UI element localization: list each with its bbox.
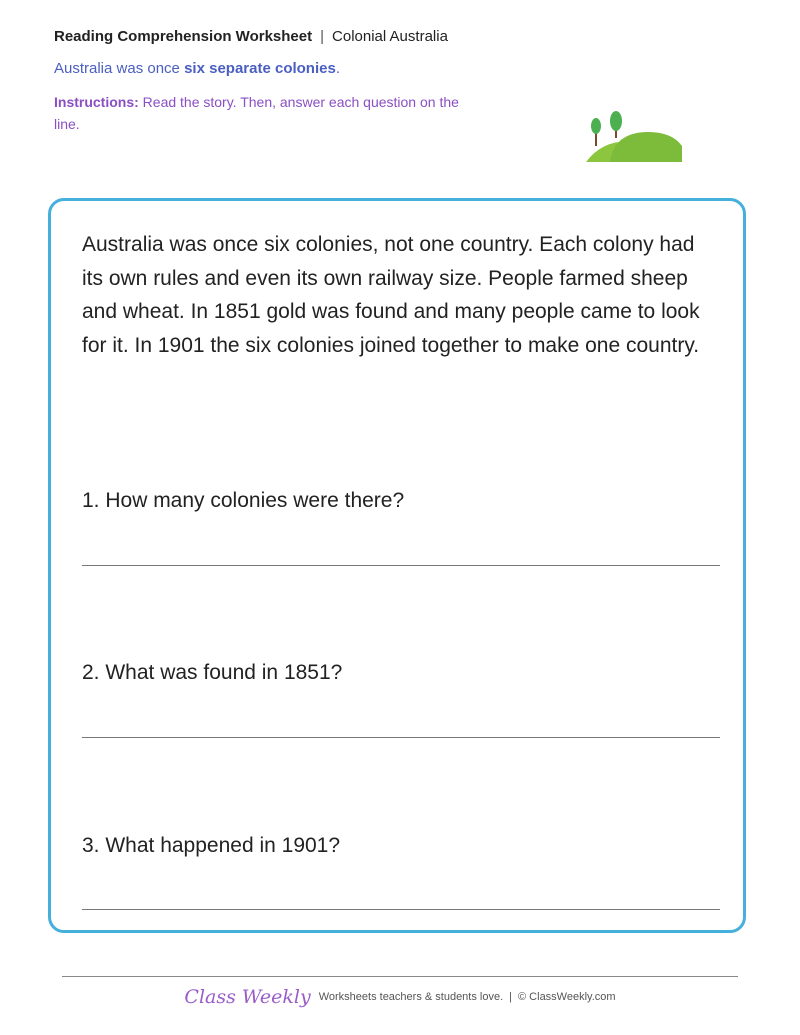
footer <box>0 986 800 1008</box>
answer-line-1[interactable] <box>82 565 720 566</box>
footer-separator: | <box>509 991 513 1003</box>
large-hill <box>610 132 682 162</box>
brand-logo: Class Weekly <box>184 986 311 1008</box>
footer-tagline: Worksheets teachers & students love. <box>318 991 504 1003</box>
footer-divider <box>62 976 738 977</box>
worksheet-subtitle <box>54 59 574 79</box>
instructions <box>54 91 484 135</box>
tree-right-icon <box>610 111 622 131</box>
hill-illustration <box>584 110 688 166</box>
question-2: 2. What was found in 1851? <box>82 661 343 684</box>
title-line <box>54 27 574 47</box>
answer-line-2[interactable] <box>82 737 720 738</box>
question-3: 3. What happened in 1901? <box>82 834 341 857</box>
worksheet-topic: Colonial Australia <box>332 28 448 45</box>
question-1: 1. How many colonies were there? <box>82 489 405 512</box>
subtitle-prefix: Australia was once <box>54 60 185 77</box>
subtitle-suffix: . <box>335 60 340 77</box>
story-text: Australia was once six colonies, not one country. Each colony had its own rules and even its own railway size. People farmed sheep and wheat. In 1851 gold was found and many people came to look for it. In 1901 the six colonies joined together to make one country. <box>82 233 700 357</box>
tree-left-icon <box>591 118 601 134</box>
hill-with-trees-icon <box>584 110 688 166</box>
instructions-label: Instructions: <box>54 94 139 110</box>
subtitle-highlight: six separate colonies <box>184 60 336 77</box>
title-separator: | <box>320 28 325 45</box>
answer-line-3[interactable] <box>82 909 720 910</box>
worksheet-header <box>54 27 574 135</box>
worksheet-title: Reading Comprehension Worksheet <box>54 28 313 45</box>
footer-copyright: © ClassWeekly.com <box>518 991 616 1003</box>
instructions-text: Read the story. Then, answer each question on the line. <box>54 94 459 132</box>
story-card <box>48 198 746 933</box>
